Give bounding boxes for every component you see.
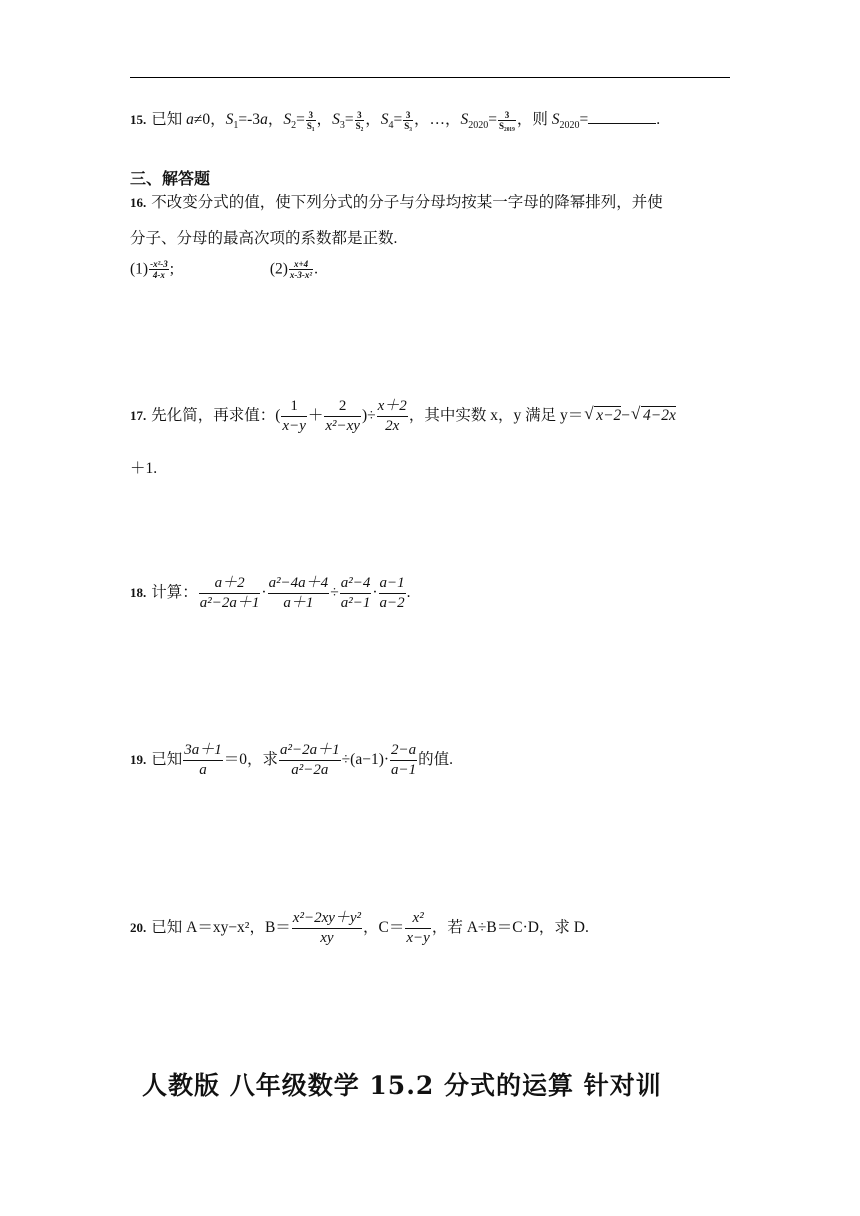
fraction: $\frac{3}{\text{S₂₀₁₉}}$ xyxy=(499,109,515,131)
question-16-parts: (1) $\frac{\text{-x²-3}}{4-x}$ ; (2) $\frac{x+4}{\text{x-3-x²}}$ . xyxy=(130,259,318,281)
fraction: $\frac{x+2}{2x}$ xyxy=(377,398,407,434)
fraction: $\frac{2}{\text{x²−xy}}$ xyxy=(325,398,360,434)
fraction: $\frac{2-a}{a-1}$ xyxy=(391,742,417,778)
question-number: 19. xyxy=(130,751,147,767)
square-root: √ 4−2x xyxy=(641,406,676,425)
fraction: $\frac{x+4}{\text{x-3-x²}}$ xyxy=(289,259,313,281)
fraction: $\frac{3}{\text{S₃}}$ xyxy=(404,109,413,131)
fraction: $\frac{\text{x²}}{x-y}$ xyxy=(406,910,430,946)
section-title: 三、解答题 xyxy=(130,169,211,188)
question-number: 16. xyxy=(130,195,147,210)
document-title: 人教版 八年级数学 15.2 分式的运算 针对训 xyxy=(142,1071,662,1100)
question-number: 18. xyxy=(130,584,147,600)
fraction: $\frac{\text{a²−4a＋4}}{a+1}$ xyxy=(268,575,329,611)
question-number: 15. xyxy=(130,112,147,127)
fraction: $\frac{\text{a²−2a＋1}}{\text{a²−2a}}$ xyxy=(280,742,340,778)
fraction: $\frac{3}{\text{S₂}}$ xyxy=(355,109,364,131)
fraction: $\frac{\text{-x²-3}}{4-x}$ xyxy=(150,259,168,281)
question-16: 16. 不改变分式的值，使下列分式的分子与分母均按某一字母的降幂排列，并使 xyxy=(130,194,663,211)
question-19: 19. 已知 $\frac{3a+1}{a}$ ＝0，求 $\frac{\text{a²−2a＋1}}{\text{a²−2a}}$ ÷(a−1)· $\frac{2-a}{a-1}$ 的值. xyxy=(130,742,454,778)
fraction: $\frac{\text{x²−2xy＋y²}}{xy}$ xyxy=(292,910,362,946)
square-root: √ x−2 xyxy=(594,406,621,425)
fraction: $\frac{1}{x-y}$ xyxy=(282,398,306,434)
header-rule xyxy=(130,77,730,78)
fraction: $\frac{a-1}{a-2}$ xyxy=(379,575,405,611)
fraction: $\frac{a+2}{\text{a²−2a＋1}}$ xyxy=(199,575,260,611)
question-17-line2: ＋1. xyxy=(130,460,158,477)
question-15: 15. 已知 a≠0，$S_1=-3a$，$S_2=$ $\frac{3}{\text{S₁}}$ ，$S_3=$ $\frac{3}{\text{S₂}}$ ，$S_4=$ $\frac{3}{\text{S₃}}$ ，…，$S_{2020}=$ $\frac{3}{\text{S₂₀₁₉}}$ ，则 $S_{2020}=$ . xyxy=(130,109,661,132)
question-number: 20. xyxy=(130,919,147,935)
question-17: 17. 先化简，再求值：( $\frac{1}{x-y}$ ＋ $\frac{2}{\text{x²−xy}}$ )÷ $\frac{x+2}{2x}$ ，其中实数 x，y 满足 y＝√ x−2−√ 4−2x xyxy=(130,397,676,436)
question-20: 20. 已知 A＝xy−x²，B＝ $\frac{\text{x²−2xy＋y²}}{xy}$ ，C＝ $\frac{\text{x²}}{x-y}$ ，若 A÷B＝C·D，求 D. xyxy=(130,910,589,946)
answer-blank xyxy=(588,109,656,124)
question-number: 17. xyxy=(130,407,147,423)
question-18: 18. 计算： $\frac{a+2}{\text{a²−2a＋1}}$ · $\frac{\text{a²−4a＋4}}{a+1}$ ÷ $\frac{\text{a²−4}}{\text{a²−1}}$ · $\frac{a-1}{a-2}$ . xyxy=(130,575,411,611)
question-16-line2: 分子、分母的最高次项的系数都是正数. xyxy=(130,230,398,247)
fraction: $\frac{3}{\text{S₁}}$ xyxy=(306,109,315,131)
fraction: $\frac{\text{a²−4}}{\text{a²−1}}$ xyxy=(340,575,371,611)
fraction: $\frac{3a+1}{a}$ xyxy=(184,742,222,778)
